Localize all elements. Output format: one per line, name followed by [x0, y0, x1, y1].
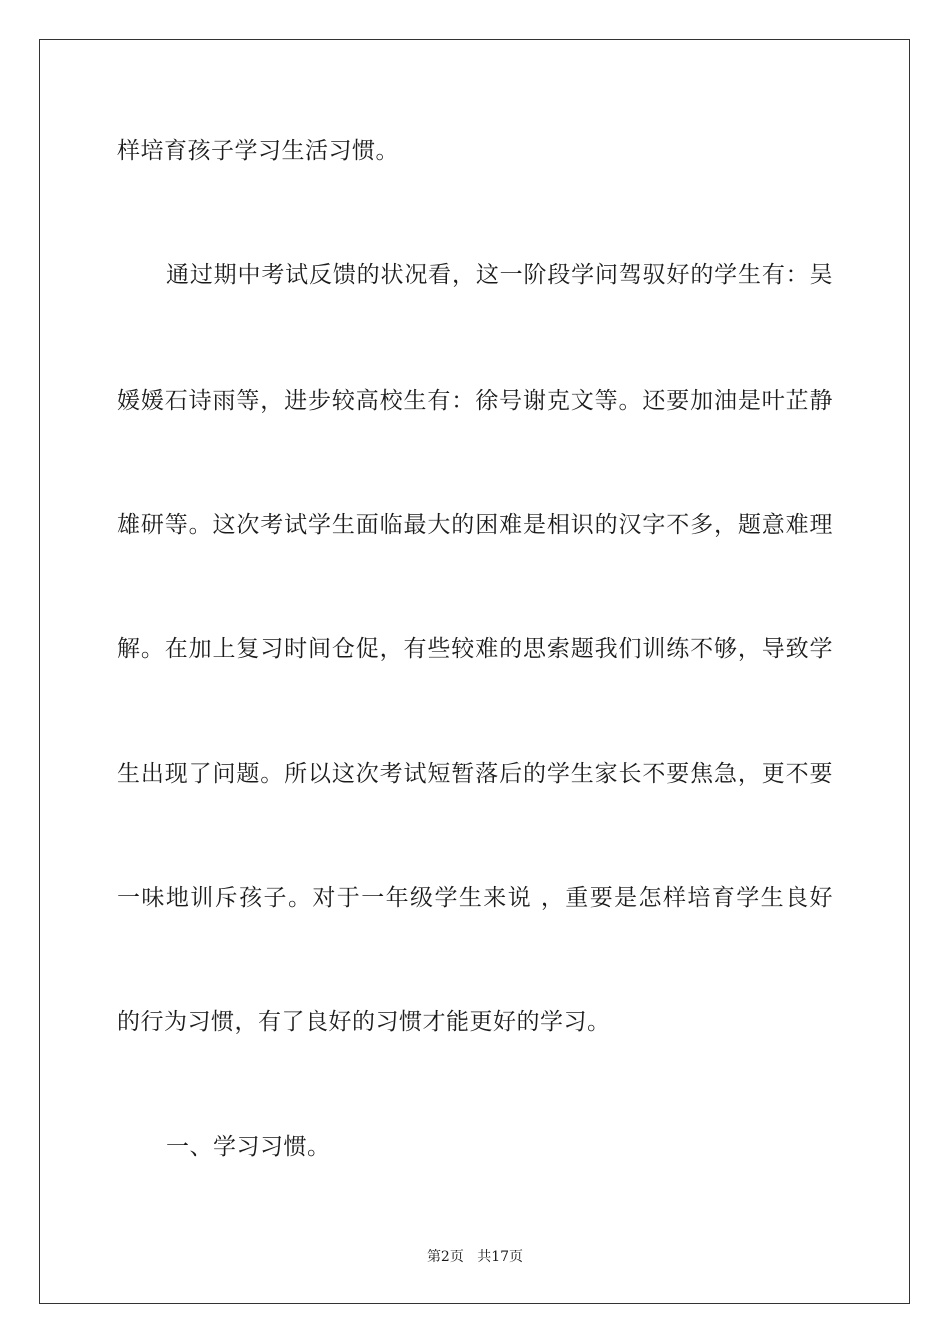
- page-total: 共17页: [477, 1249, 524, 1265]
- section-heading: 一、学习习惯。: [166, 1134, 331, 1160]
- paragraph-line-5: 解。在加上复习时间仓促，有些较难的思索题我们训练不够，导致学: [117, 636, 833, 662]
- paragraph-line-4: 雄研等。这次考试学生面临最大的困难是相识的汉字不多，题意难理: [117, 512, 833, 538]
- paragraph-line-2: 通过期中考试反馈的状况看，这一阶段学问驾驭好的学生有：吴: [166, 262, 833, 288]
- paragraph-line-6: 生出现了问题。所以这次考试短暂落后的学生家长不要焦急，更不要: [117, 761, 833, 787]
- page-border: [39, 39, 910, 1304]
- page-footer: [0, 1247, 950, 1267]
- page-number: 第2页: [426, 1249, 464, 1265]
- paragraph-line-7: 一味地训斥孩子。对于一年级学生来说 ，重要是怎样培育学生良好: [117, 885, 833, 911]
- paragraph-line-1: 样培育孩子学习生活习惯。: [117, 138, 399, 164]
- paragraph-line-3: 媛媛石诗雨等，进步较高校生有：徐号谢克文等。还要加油是叶芷静: [117, 388, 833, 414]
- paragraph-line-8: 的行为习惯，有了良好的习惯才能更好的学习。: [117, 1009, 611, 1035]
